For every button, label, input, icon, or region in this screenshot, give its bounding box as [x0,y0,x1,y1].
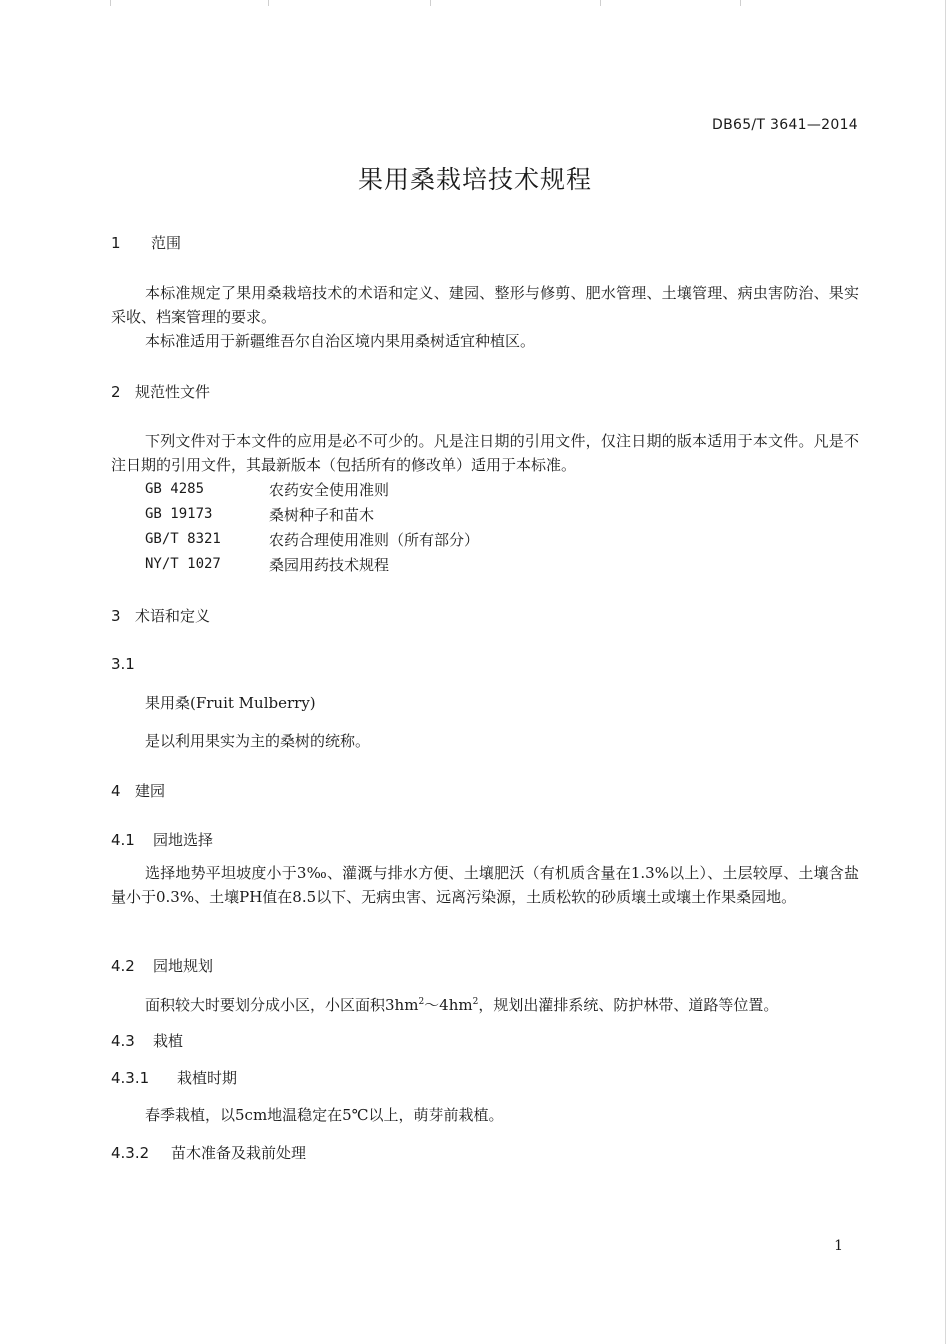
subsection-4-2-heading [111,955,213,976]
section-title: 园地规划 [153,957,214,975]
subsection-4-3-heading [111,1030,183,1051]
section-4-heading [111,780,165,801]
section-title: 建园 [135,782,166,800]
section-2-para-1: 下列文件对于本文件的应用是必不可少的。凡是注日期的引用文件，仅注日期的版本适用于本文件。凡是不注日期的引用文件，其最新版本（包括所有的修改单）适用于本标准。 [111,432,859,474]
section-title: 术语和定义 [135,607,211,625]
section-number: 4.3.1 [111,1069,150,1087]
ref-code: GB 19173 [145,506,213,522]
section-number: 3 [111,607,121,625]
section-1-para-1: 本标准规定了果用桑栽培技术的术语和定义、建园、整形与修剪、肥水管理、土壤管理、病虫害防治、果实采收、档案管理的要求。 [111,284,859,326]
ref-title: 农药安全使用准则 [269,481,390,499]
text-run: ～4hm [424,996,473,1014]
section-number: 4 [111,782,121,800]
ref-code: GB 4285 [145,481,205,497]
scan-artifact-top [268,0,269,6]
section-number: 4.1 [111,831,135,849]
section-number: 1 [111,234,121,252]
subsection-4-1-heading [111,829,213,850]
section-title: 园地选择 [153,831,214,849]
scan-artifact-top [740,0,741,6]
subsection-4-3-1-heading [111,1067,237,1088]
text-run: ，规划出灌排系统、防护林带、道路等位置。 [478,996,779,1014]
subsection-3-1-number: 3.1 [111,655,135,673]
subsection-4-3-2-heading [111,1142,306,1163]
text-run: 面积较大时要划分成小区，小区面积3hm [145,996,419,1014]
subsection-4-3-1-para: 春季栽植，以5cm地温稳定在5℃以上，萌芽前栽植。 [145,1106,504,1124]
section-title: 范围 [151,234,182,252]
term-name: 果用桑(Fruit Mulberry) [145,694,316,712]
ref-code: NY/T 1027 [145,556,221,572]
ref-title: 桑园用药技术规程 [269,556,390,574]
section-number: 4.3.2 [111,1144,150,1162]
scan-artifact-top [430,0,431,6]
ref-title: 农药合理使用准则（所有部分） [269,531,480,549]
section-3-heading [111,605,210,626]
superscript: 2 [418,997,425,1007]
document-number: DB65/T 3641—2014 [712,117,858,133]
section-2-heading [111,381,210,402]
term-definition: 是以利用果实为主的桑树的统称。 [145,732,371,750]
page-number: 1 [834,1238,843,1254]
scan-artifact-top [600,0,601,6]
scan-artifact-edge [945,0,946,1344]
document-title: 果用桑栽培技术规程 [357,165,592,194]
section-number: 4.3 [111,1032,135,1050]
ref-code: GB/T 8321 [145,531,221,547]
superscript: 2 [472,997,479,1007]
scan-artifact-top [110,0,111,6]
section-title: 苗木准备及栽前处理 [171,1144,307,1162]
section-title: 栽植时期 [177,1069,238,1087]
section-title: 规范性文件 [135,383,211,401]
section-1-para-2: 本标准适用于新疆维吾尔自治区境内果用桑树适宜种植区。 [145,332,536,350]
section-1-heading [111,232,181,253]
ref-title: 桑树种子和苗木 [269,506,375,524]
subsection-4-2-para [145,990,778,1017]
section-number: 4.2 [111,957,135,975]
section-title: 栽植 [153,1032,184,1050]
subsection-4-1-para: 选择地势平坦坡度小于3‰、灌溉与排水方便、土壤肥沃（有机质含量在1.3%以上）、土层较厚、土壤含盐量小于0.3%、土壤PH值在8.5以下、无病虫害、远离污染源，土质松软的砂质壤土或壤土作果桑园地。 [111,864,859,906]
section-number: 2 [111,383,121,401]
